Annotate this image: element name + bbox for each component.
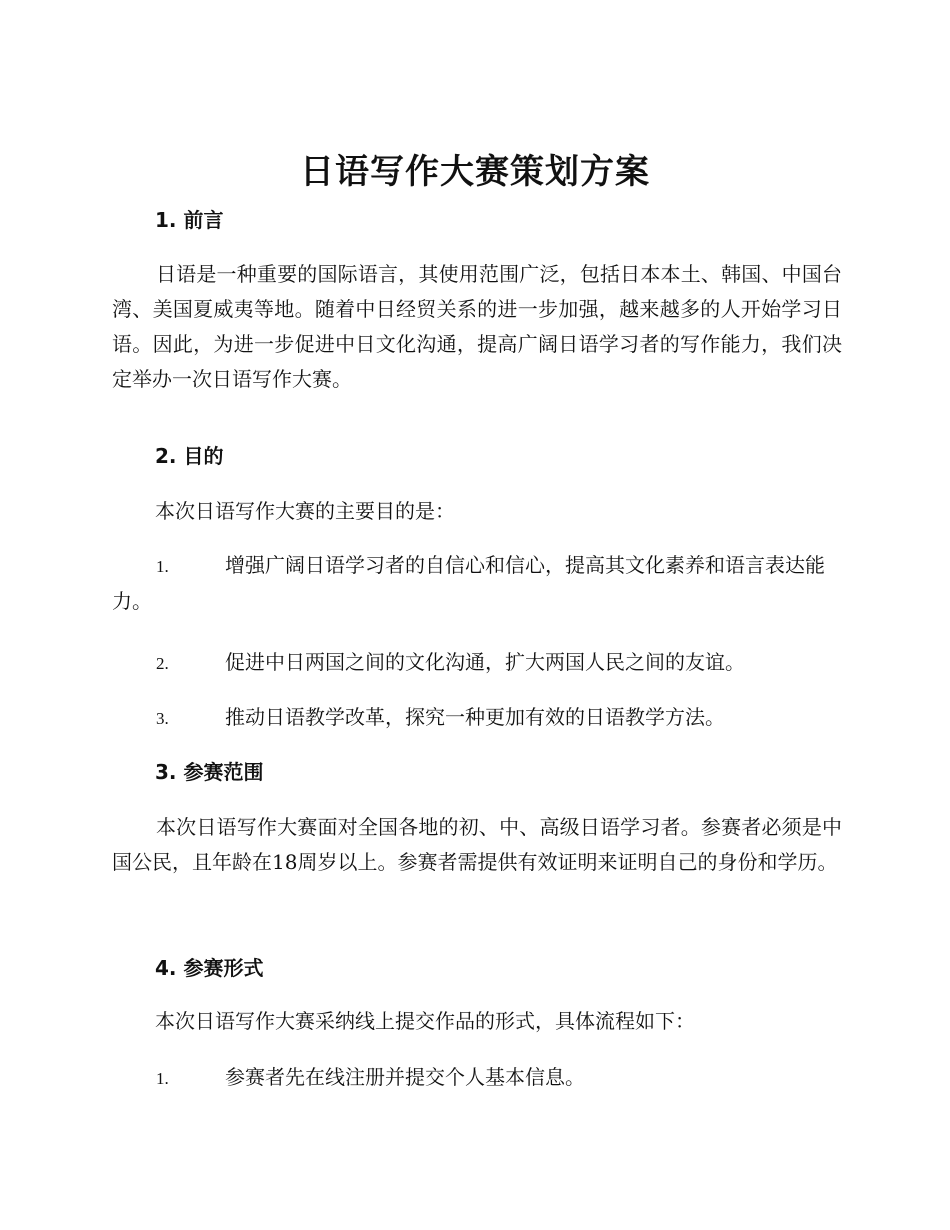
format-item [112,1060,842,1096]
list-item-text: 增强广阔日语学习者的自信心和信心，提高其文化素养和语言表达能力。 [112,553,825,613]
section-heading-purpose: 2. 目的 [155,444,224,468]
purpose-item [112,700,842,736]
format-lead: 本次日语写作大赛采纳线上提交作品的形式，具体流程如下： [155,1009,695,1033]
purpose-item [112,645,842,681]
list-item-text: 参赛者先在线注册并提交个人基本信息。 [225,1065,585,1089]
list-item-text: 促进中日两国之间的文化沟通，扩大两国人民之间的友谊。 [225,650,745,674]
list-number: 1. [156,557,169,576]
list-number: 3. [156,709,169,728]
document-title: 日语写作大赛策划方案 [300,152,650,192]
section-heading-preface: 1. 前言 [155,208,224,232]
purpose-item [112,548,842,619]
scope-paragraph: 本次日语写作大赛面对全国各地的初、中、高级日语学习者。参赛者必须是中国公民，且年龄在18周岁以上。参赛者需提供有效证明来证明自己的身份和学历。 [112,815,842,874]
section-heading-scope: 3. 参赛范围 [155,760,264,784]
list-item-text: 推动日语教学改革，探究一种更加有效的日语教学方法。 [225,705,725,729]
section-heading-format: 4. 参赛形式 [155,956,264,980]
list-number: 2. [156,654,169,673]
purpose-lead: 本次日语写作大赛的主要目的是： [155,499,455,523]
list-number: 1. [156,1069,169,1088]
preface-paragraph: 日语是一种重要的国际语言，其使用范围广泛，包括日本本土、韩国、中国台湾、美国夏威夷等地。随着中日经贸关系的进一步加强，越来越多的人开始学习日语。因此，为进一步促进中日文化沟通，提高广阔日语学习者的写作能力，我们决定举办一次日语写作大赛。 [112,262,842,391]
